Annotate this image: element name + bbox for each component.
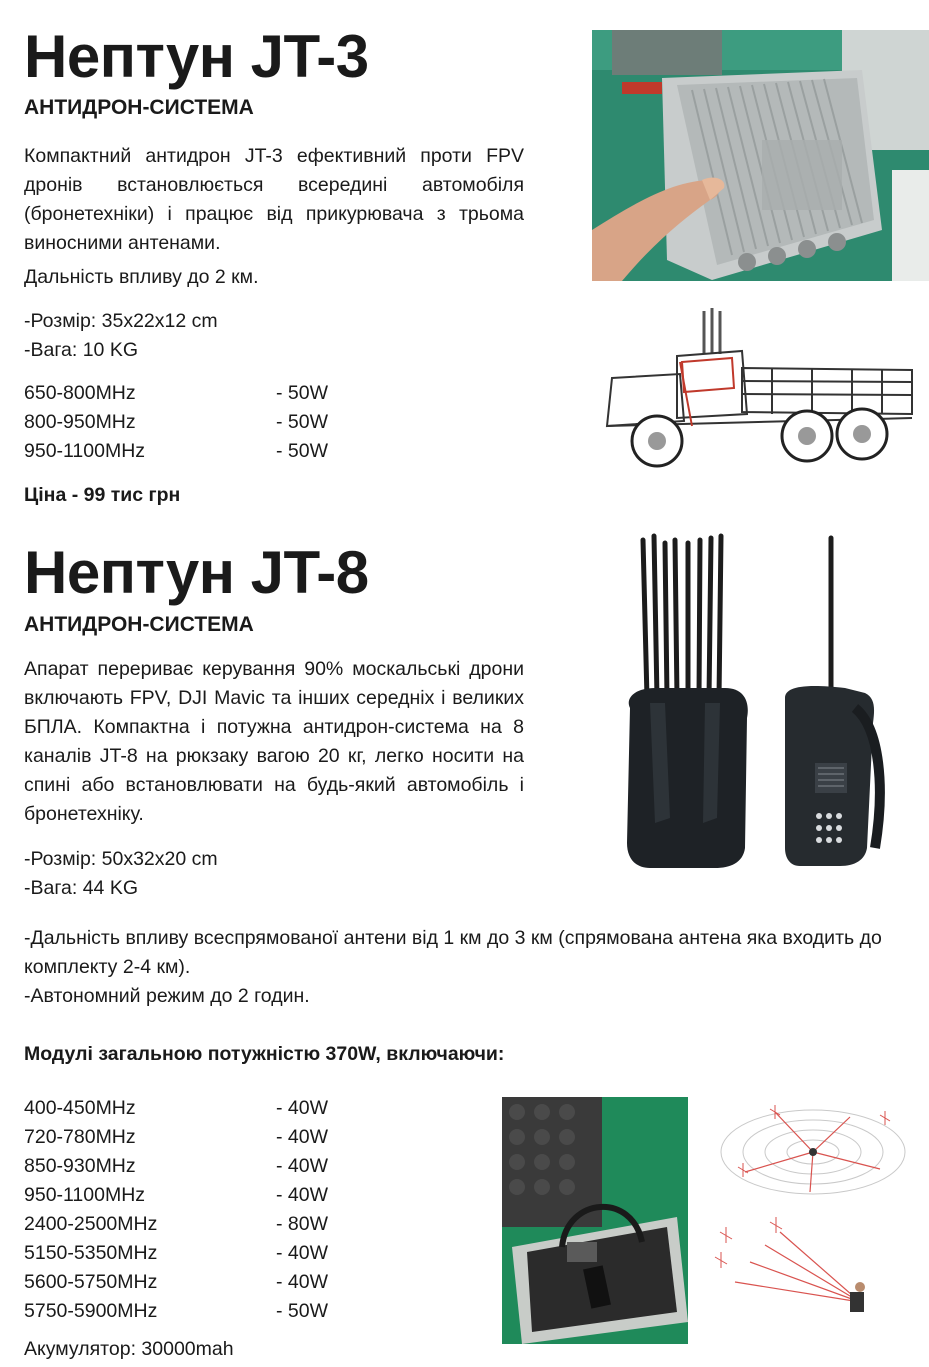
band-row xyxy=(24,1297,384,1326)
jt3-price: Ціна - 99 тис грн xyxy=(24,484,181,506)
jt3-description: Компактний антидрон JT-3 ефективний проти FPV дронів встановлюється всередині автомобіля (бронетехніки) і працює від прикурювача з трьома виносними антенами. xyxy=(24,145,524,254)
band-frequency: 2400-2500MHz xyxy=(24,1213,158,1235)
band-row xyxy=(24,1181,384,1210)
jt8-size: -Розмір: 50x32x20 cm xyxy=(24,848,218,870)
jt8-range: -Дальність впливу всеспрямованої антени від 1 км до 3 км (спрямована антена яка входить до комплекту 2-4 км). xyxy=(24,927,882,978)
jt3-title: Нептун JT-3 xyxy=(24,23,369,90)
band-frequency: 5600-5750MHz xyxy=(24,1271,158,1293)
jt8-weight: -Вага: 44 KG xyxy=(24,877,138,899)
jt8-title: Нептун JT-8 xyxy=(24,539,369,606)
band-frequency: 650-800MHz xyxy=(24,382,136,404)
jt8-battery: Акумулятор: 30000mah xyxy=(24,1338,234,1360)
band-power: - 40W xyxy=(276,1097,329,1119)
band-frequency: 800-950MHz xyxy=(24,411,136,433)
band-power: - 40W xyxy=(276,1242,329,1264)
band-power: - 40W xyxy=(276,1126,329,1148)
band-row xyxy=(24,1210,384,1239)
band-row xyxy=(24,1094,384,1123)
band-row xyxy=(24,379,384,408)
jt3-device-photo xyxy=(592,30,929,281)
band-frequency: 950-1100MHz xyxy=(24,1184,146,1206)
jt3-band-list xyxy=(24,379,384,466)
jt3-size: -Розмір: 35x22x12 cm xyxy=(24,310,218,332)
band-row xyxy=(24,1268,384,1297)
jt8-omni-coverage-diagram xyxy=(700,1097,929,1202)
band-power: - 80W xyxy=(276,1213,329,1235)
band-frequency: 5750-5900MHz xyxy=(24,1300,158,1322)
band-frequency: 5150-5350MHz xyxy=(24,1242,158,1264)
band-row xyxy=(24,408,384,437)
jt3-weight: -Вага: 10 KG xyxy=(24,339,138,361)
jt8-description: Апарат перериває керування 90% москальські дрони включають FPV, DJI Mavic та інших середніх і великих БПЛА. Компактна і потужна антидрон-система на 8 каналів JT-8 на рюкзаку вагою 20 кг, легко носити на спині або встановлювати на будь-який автомобіль і бронетехніку. xyxy=(24,658,524,825)
jt8-modules-heading: Модулі загальною потужністю 370W, включаючи: xyxy=(24,1043,505,1065)
jt8-subtitle: АНТИДРОН-СИСТЕМА xyxy=(24,613,254,636)
jt8-backpack-photo xyxy=(605,528,905,873)
band-power: - 40W xyxy=(276,1271,329,1293)
band-row xyxy=(24,1123,384,1152)
jt8-case-photo xyxy=(502,1097,688,1344)
band-row xyxy=(24,1152,384,1181)
band-power: - 40W xyxy=(276,1155,329,1177)
band-power: - 50W xyxy=(276,382,329,404)
band-frequency: 850-930MHz xyxy=(24,1155,136,1177)
band-frequency: 720-780MHz xyxy=(24,1126,136,1148)
band-power: - 50W xyxy=(276,1300,329,1322)
jt8-directional-coverage-diagram xyxy=(700,1207,929,1344)
jt3-truck-diagram xyxy=(592,296,929,488)
band-row xyxy=(24,437,384,466)
band-frequency: 950-1100MHz xyxy=(24,440,146,462)
jt3-subtitle: АНТИДРОН-СИСТЕМА xyxy=(24,96,254,119)
band-power: - 40W xyxy=(276,1184,329,1206)
jt8-autonomy: -Автономний режим до 2 годин. xyxy=(24,985,310,1007)
band-power: - 50W xyxy=(276,411,329,433)
band-row xyxy=(24,1239,384,1268)
band-frequency: 400-450MHz xyxy=(24,1097,136,1119)
jt3-range: Дальність впливу до 2 км. xyxy=(24,266,259,288)
jt8-band-list xyxy=(24,1094,384,1326)
band-power: - 50W xyxy=(276,440,329,462)
